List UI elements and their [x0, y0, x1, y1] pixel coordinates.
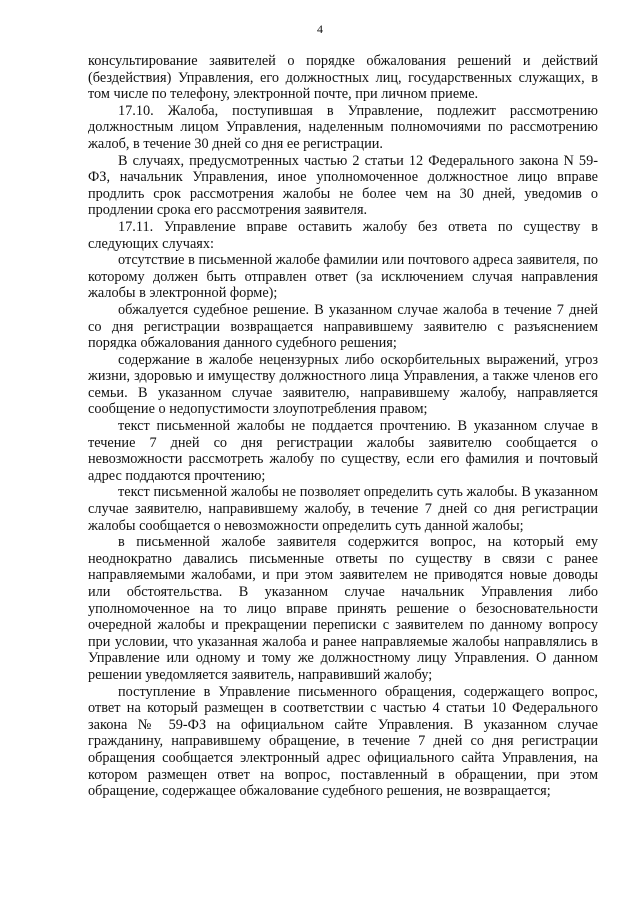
paragraph-consulting: консультирование заявителей о порядке обжалования решений и действий (бездействия) Управления, его должностных лиц, государственных служащих, в том числе по телефону, электронной почте, при личном приеме.: [88, 53, 598, 103]
page-number: 4: [317, 22, 323, 36]
list-item-no-address: отсутствие в письменной жалобе фамилии или почтового адреса заявителя, по которому должен быть отправлен ответ (за исключением случая направления жалобы в электронной форме);: [88, 252, 598, 302]
paragraph-17-11: 17.11. Управление вправе оставить жалобу без ответа по существу в следующих случаях:: [88, 218, 598, 252]
document-body: [88, 53, 598, 800]
list-item-obscene: содержание в жалобе нецензурных либо оскорбительных выражений, угроз жизни, здоровью и имуществу должностного лица Управления, а также членов его семьи. В указанном случае заявителю, направившему жалобу, направляется сообщение о недопустимости злоупотребления правом;: [88, 351, 598, 418]
paragraph-extension: В случаях, предусмотренных частью 2 статьи 12 Федерального закона N 59-ФЗ, начальник Управления, иное уполномоченное должностное лицо вправе продлить срок рассмотрения жалобы не более чем на 30 дней, уведомив о продлении срока его рассмотрения заявителя.: [88, 152, 598, 219]
list-item-answer-on-site: поступление в Управление письменного обращения, содержащего вопрос, ответ на который размещен в соответствии с частью 4 статьи 10 Федерального закона № 59-ФЗ на официальном сайте Управления. В указанном случае гражданину, направившему обращение, в течение 7 дней со дня регистрации обращения сообщается электронный адрес официального сайта Управления, на котором размещен ответ на вопрос, поставленный в обращении, при этом обращение, содержащее обжалование судебного решения, не возвращается;: [88, 683, 598, 800]
list-item-repeated-question: в письменной жалобе заявителя содержится вопрос, на который ему неоднократно давались письменные ответы по существу в связи с ранее направляемыми жалобами, и при этом заявителем не приводятся новые доводы или обстоятельства. В указанном случае начальник Управления либо уполномоченное на то лицо вправе принять решение о безосновательности очередной жалобы и прекращении переписки с заявителем по данному вопросу при условии, что указанная жалоба и ранее направляемые жалобы направлялись в Управление или одному и тому же должностному лицу Управления. О данном решении уведомляется заявитель, направивший жалобу;: [88, 534, 598, 683]
paragraph-17-10: 17.10. Жалоба, поступившая в Управление, подлежит рассмотрению должностным лицом Управления, наделенным полномочиями по рассмотрению жалоб, в течение 30 дней со дня ее регистрации.: [88, 102, 598, 152]
list-item-unreadable: текст письменной жалобы не поддается прочтению. В указанном случае в течение 7 дней со дня регистрации жалобы заявителю сообщается о невозможности рассмотреть жалобу по существу, если его фамилия и почтовый адрес поддаются прочтению;: [88, 418, 598, 484]
list-item-unclear-essence: текст письменной жалобы не позволяет определить суть жалобы. В указанном случае заявителю, направившему жалобу, в течение 7 дней со дня регистрации жалобы сообщается о невозможности определить суть данной жалобы;: [88, 484, 598, 534]
list-item-court-decision: обжалуется судебное решение. В указанном случае жалоба в течение 7 дней со дня регистрации возвращается направившему заявителю с разъяснением порядка обжалования данного судебного решения;: [88, 301, 598, 352]
